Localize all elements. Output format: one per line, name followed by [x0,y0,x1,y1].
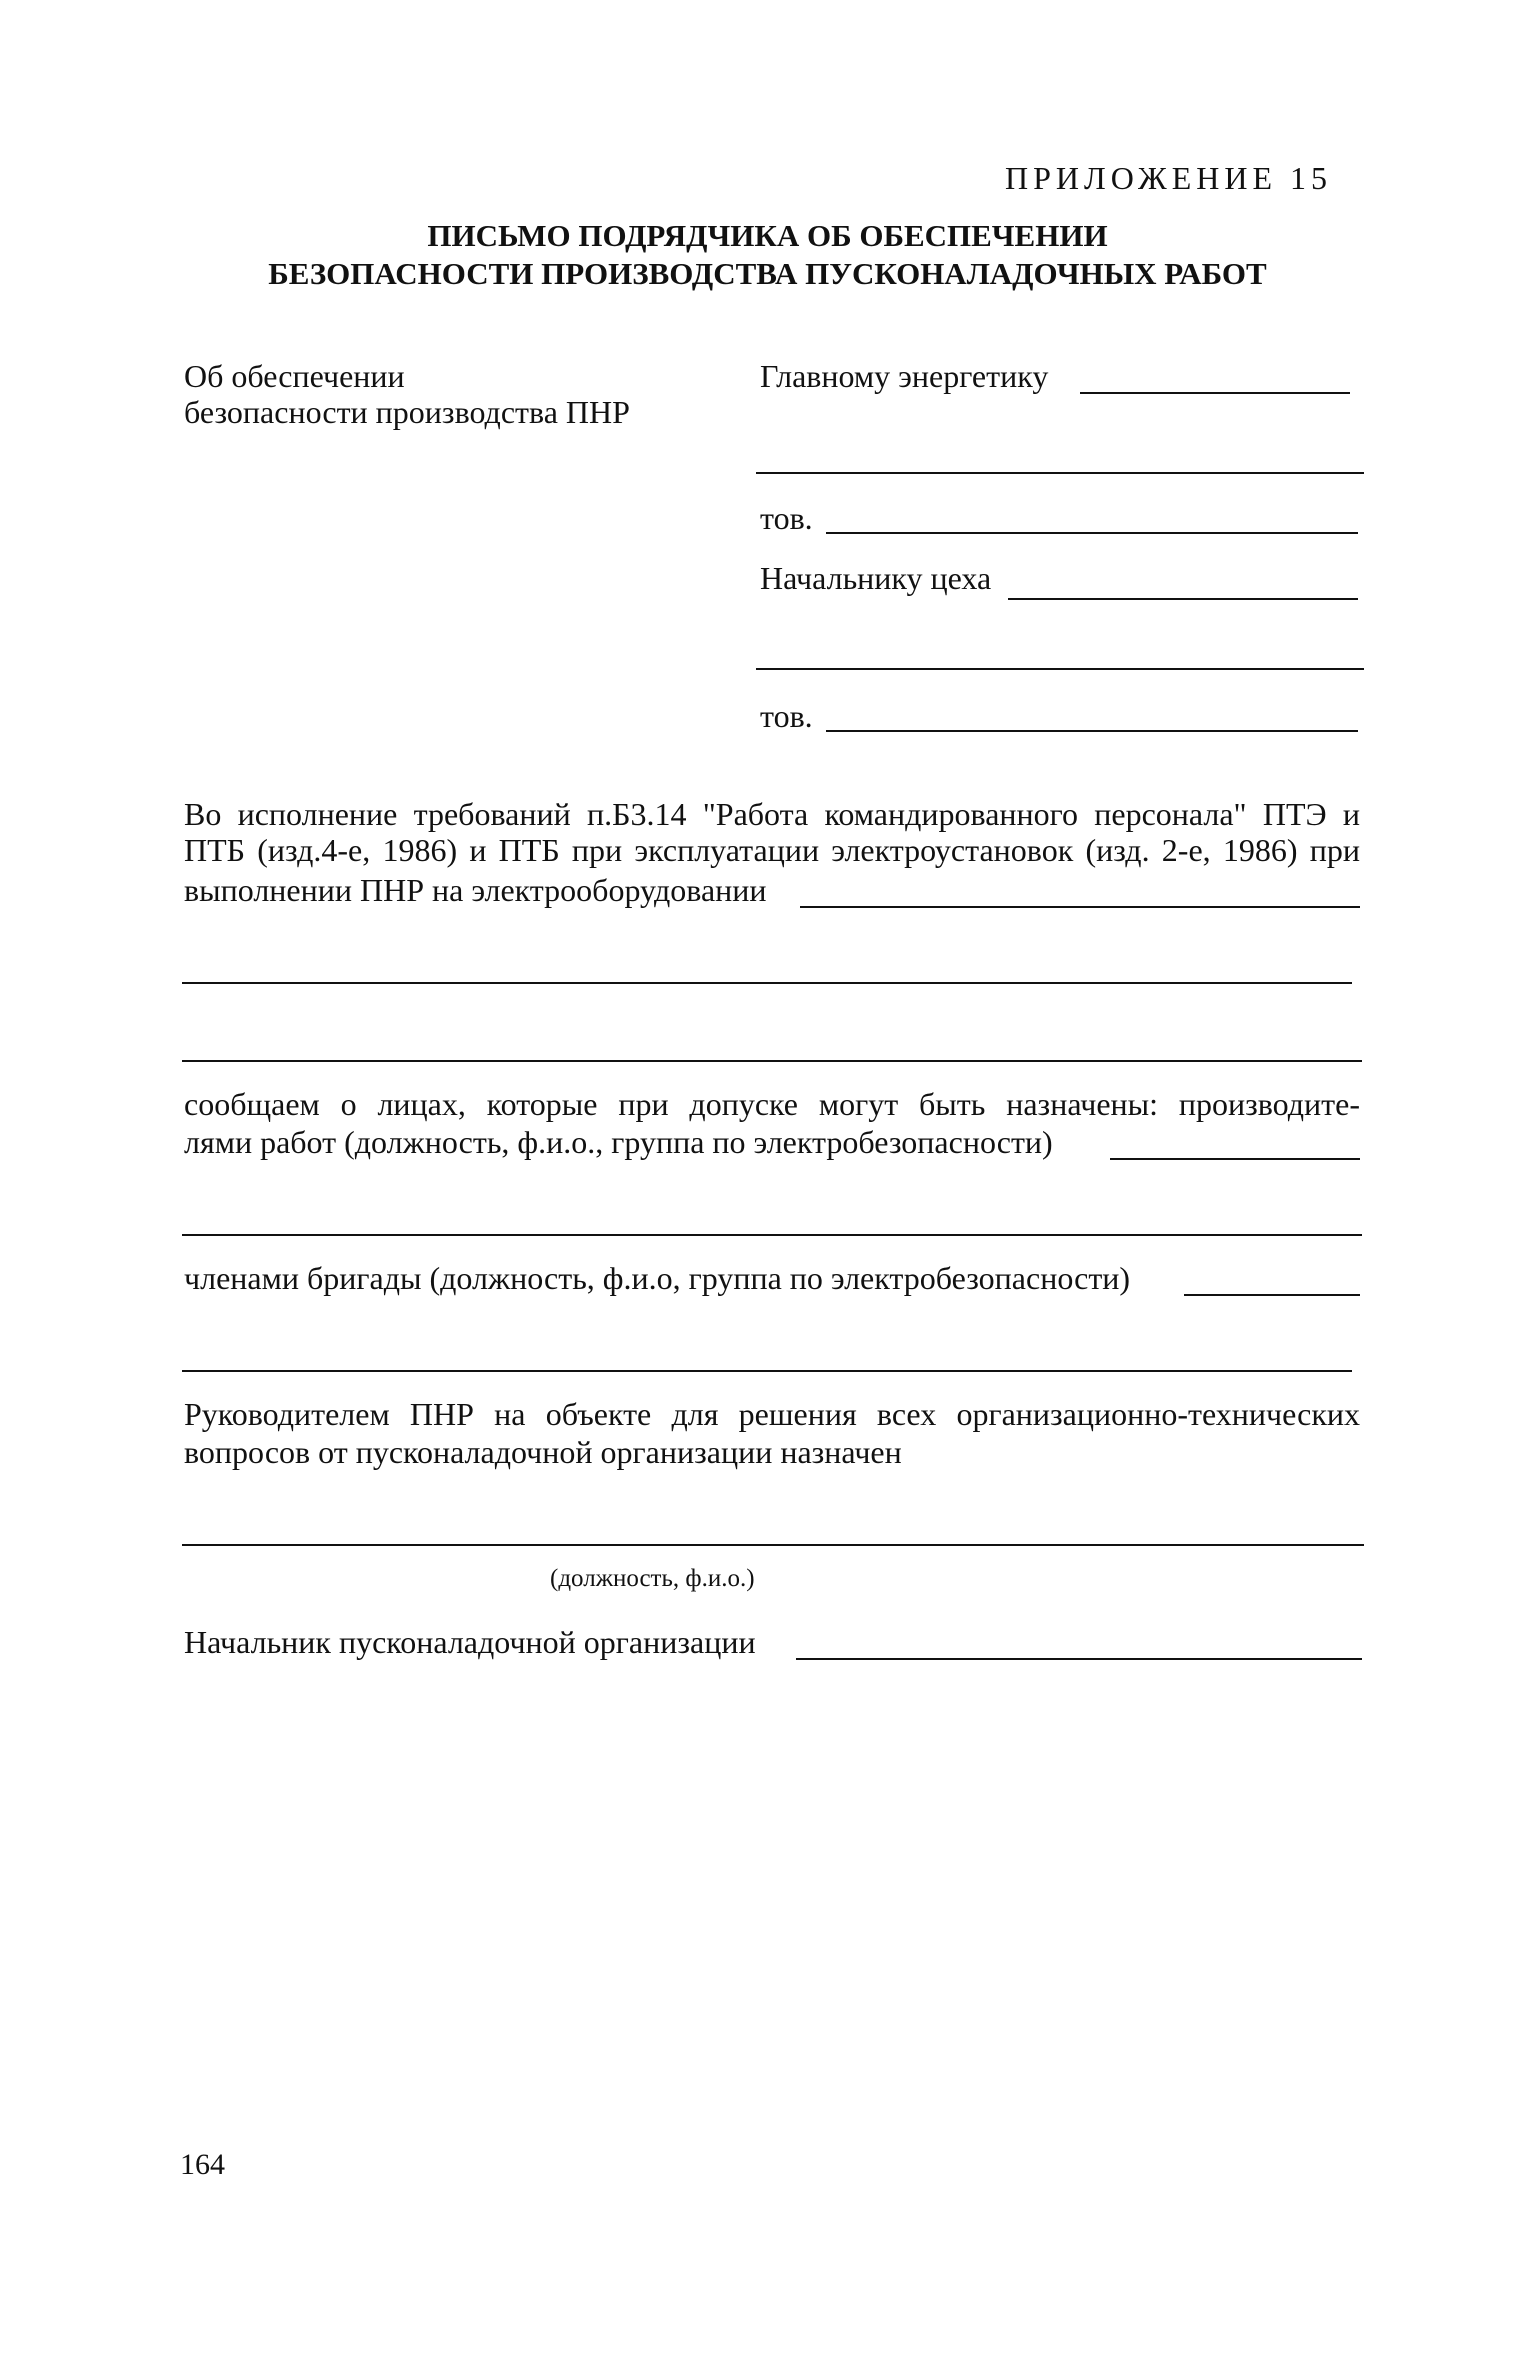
addressee-chief-energy-field-2[interactable] [756,472,1364,474]
brigade-members-field-2[interactable] [182,1370,1352,1372]
appendix-label: ПРИЛОЖЕНИЕ 15 [1005,160,1333,196]
signature-label: Начальник пусконаладочной организации [184,1624,756,1660]
paragraph-persons-line-2: лями работ (должность, ф.и.о., группа по электробезопасности) [184,1124,1053,1160]
addressee-shop-head-field[interactable] [1008,598,1358,600]
position-hint: (должность, ф.и.о.) [550,1565,755,1592]
equipment-field-3[interactable] [182,1060,1362,1062]
equipment-field[interactable] [800,906,1360,908]
paragraph-persons [184,1086,1360,1122]
brigade-members-label: членами бригады (должность, ф.и.о, группа по электробезопасности) [184,1260,1131,1296]
paragraph-requirements-line-3: выполнении ПНР на электрооборудовании [184,872,767,908]
paragraph-manager-line-1: Руководителем ПНР на объекте для решения всех организационно-технических [184,1396,1360,1432]
paragraph-requirements [184,796,1360,868]
addressee-chief-energy-field[interactable] [1080,392,1350,394]
brigade-members-field[interactable] [1184,1294,1360,1296]
paragraph-persons-line-1: сообщаем о лицах, которые при допуске могут быть назначены: производите- [184,1086,1360,1122]
paragraph-manager-line-2: вопросов от пусконаладочной организации назначен [184,1434,902,1470]
document-title-line-2: БЕЗОПАСНОСТИ ПРОИЗВОДСТВА ПУСКОНАЛАДОЧНЫХ РАБОТ [268,256,1267,291]
addressee-comrade-1-label: тов. [760,500,813,536]
addressee-comrade-2-label: тов. [760,698,813,734]
work-producers-field[interactable] [1110,1158,1360,1160]
paragraph-manager [184,1396,1360,1432]
paragraph-requirements-line-1: Во исполнение требований п.Б3.14 "Работа командированного персонала" ПТЭ и [184,796,1360,832]
work-producers-field-2[interactable] [182,1234,1362,1236]
addressee-shop-head-field-2[interactable] [756,668,1364,670]
document-title-line-1: ПИСЬМО ПОДРЯДЧИКА ОБ ОБЕСПЕЧЕНИИ [427,218,1108,253]
addressee-comrade-1-field[interactable] [826,532,1358,534]
equipment-field-2[interactable] [182,982,1352,984]
page-number: 164 [180,2148,225,2181]
signature-field[interactable] [796,1658,1362,1660]
manager-field[interactable] [182,1544,1364,1546]
subject-line-2: безопасности производства ПНР [184,394,630,430]
addressee-comrade-2-field[interactable] [826,730,1358,732]
subject-line-1: Об обеспечении [184,358,405,394]
paragraph-requirements-line-2: ПТБ (изд.4-е, 1986) и ПТБ при эксплуатации электроустановок (изд. 2-е, 1986) при [184,832,1360,868]
addressee-chief-energy-label: Главному энергетику [760,358,1049,394]
addressee-shop-head-label: Начальнику цеха [760,560,992,596]
